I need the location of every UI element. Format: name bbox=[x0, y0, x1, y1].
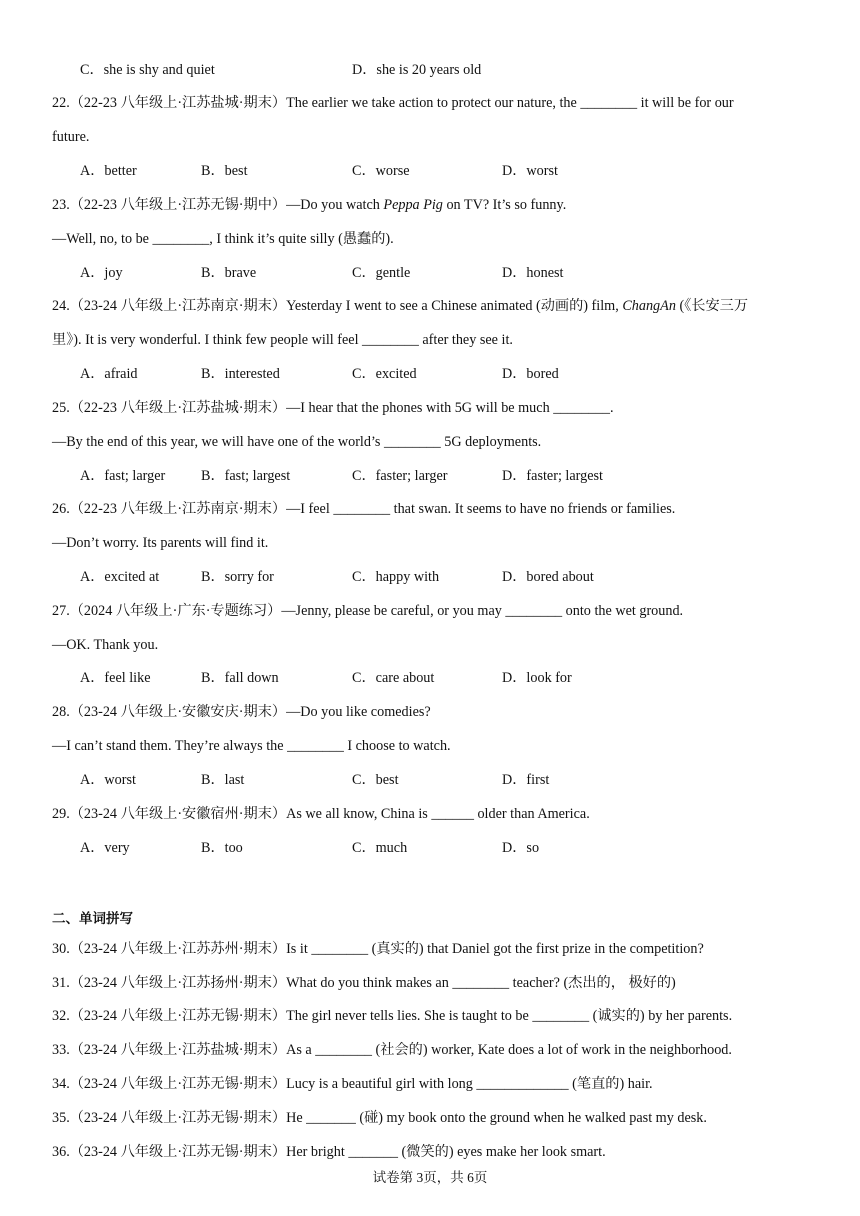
q23-option-b: B．brave bbox=[201, 265, 257, 281]
q32-post: (诚实的) by her parents. bbox=[589, 1008, 733, 1024]
q25-options bbox=[80, 466, 820, 486]
q23-stem bbox=[52, 195, 820, 215]
q27-reply: —OK. Thank you. bbox=[52, 637, 159, 653]
q25-option-d: D．faster; largest bbox=[502, 468, 603, 484]
q24-title-italic: ChangAn bbox=[622, 298, 676, 314]
q35-stem bbox=[52, 1108, 820, 1128]
q24-options bbox=[80, 364, 820, 384]
q23-title-italic: Peppa Pig bbox=[383, 197, 443, 213]
q26-option-c: C．happy with bbox=[352, 569, 440, 585]
q25-option-c: C．faster; larger bbox=[352, 468, 448, 484]
q24-option-c: C．excited bbox=[352, 366, 417, 382]
q28-option-b: B．last bbox=[201, 772, 245, 788]
q21-option-d: D．she is 20 years old bbox=[352, 62, 482, 78]
q27-option-b: B．fall down bbox=[201, 670, 279, 686]
q35-blank: _______ bbox=[306, 1110, 356, 1126]
q23-options bbox=[80, 263, 820, 283]
q26-stem: 26.（22-23 八年级上·江苏南京·期末）—I feel ________ that swan. It seems to have no friends or families. bbox=[52, 501, 676, 517]
q24-stem-post: (《长安三万 bbox=[675, 298, 749, 314]
q34-post: (笔直的) hair. bbox=[568, 1076, 653, 1092]
q31-stem bbox=[52, 973, 820, 993]
q27-option-c: C．care about bbox=[352, 670, 435, 686]
q36-pre: 36.（23-24 八年级上·江苏无锡·期末）Her bright bbox=[52, 1144, 349, 1160]
q29-option-d: D．so bbox=[502, 840, 540, 856]
q29-option-a: A．very bbox=[80, 840, 130, 856]
q24-stem bbox=[52, 296, 820, 316]
q30-blank: ________ bbox=[311, 941, 369, 957]
q25-option-b: B．fast; largest bbox=[201, 468, 291, 484]
q31-post: teacher? (杰出的， 极好的) bbox=[509, 975, 676, 991]
q28-option-a: A．worst bbox=[80, 772, 136, 788]
q27-option-d: D．look for bbox=[502, 670, 572, 686]
q28-stem: 28.（23-24 八年级上·安徽安庆·期末）—Do you like comedies? bbox=[52, 704, 431, 720]
q32-stem bbox=[52, 1006, 820, 1026]
q29-stem: 29.（23-24 八年级上·安徽宿州·期末）As we all know, China is ______ older than America. bbox=[52, 806, 590, 822]
q24-option-b: B．interested bbox=[201, 366, 280, 382]
section-title-spelling: 二、单词拼写 bbox=[52, 911, 133, 927]
q22-option-b: B．best bbox=[201, 163, 248, 179]
q23-reply: —Well, no, to be ________, I think it’s quite silly (愚蠢的). bbox=[52, 231, 394, 247]
q33-stem bbox=[52, 1040, 820, 1060]
q30-post: (真实的) that Daniel got the first prize in the competition? bbox=[368, 941, 704, 957]
q23-stem-pre: 23.（22-23 八年级上·江苏无锡·期中）—Do you watch bbox=[52, 197, 384, 213]
q23-option-a: A．joy bbox=[80, 265, 123, 281]
q36-post: (微笑的) eyes make her look smart. bbox=[398, 1144, 606, 1160]
q28-option-d: D．first bbox=[502, 772, 550, 788]
q24-option-a: A．afraid bbox=[80, 366, 138, 382]
q36-stem bbox=[52, 1142, 820, 1162]
q33-pre: 33.（23-24 八年级上·江苏盐城·期末）As a bbox=[52, 1042, 316, 1058]
q22-options bbox=[80, 161, 820, 181]
q23-stem-post: on TV? It’s so funny. bbox=[442, 197, 567, 213]
q24-option-d: D．bored bbox=[502, 366, 559, 382]
q22-stem: 22.（22-23 八年级上·江苏盐城·期末）The earlier we take action to protect our nature, the ________ it will be for our bbox=[52, 95, 734, 111]
q33-blank: ________ bbox=[315, 1042, 372, 1058]
q29-option-b: B．too bbox=[201, 840, 243, 856]
q24-stem-cont: 里》). It is very wonderful. I think few people will feel ________ after they see it. bbox=[52, 332, 513, 348]
q27-options bbox=[80, 668, 820, 688]
q22-stem-cont: future. bbox=[52, 129, 90, 145]
q23-option-c: C．gentle bbox=[352, 265, 411, 281]
q30-pre: 30.（23-24 八年级上·江苏苏州·期末）Is it bbox=[52, 941, 312, 957]
q26-option-b: B．sorry for bbox=[201, 569, 274, 585]
q30-stem bbox=[52, 939, 820, 959]
q35-pre: 35.（23-24 八年级上·江苏无锡·期末）He bbox=[52, 1110, 307, 1126]
q34-pre: 34.（23-24 八年级上·江苏无锡·期末）Lucy is a beautiful girl with long bbox=[52, 1076, 477, 1092]
page-footer: 试卷第 3页，共 6页 bbox=[372, 1170, 488, 1185]
q22-option-a: A．better bbox=[80, 163, 137, 179]
q33-post: (社会的) worker, Kate does a lot of work in the neighborhood. bbox=[372, 1042, 732, 1058]
q29-options bbox=[80, 838, 820, 858]
q32-pre: 32.（23-24 八年级上·江苏无锡·期末）The girl never tells lies. She is taught to be bbox=[52, 1008, 533, 1024]
q28-option-c: C．best bbox=[352, 772, 399, 788]
q31-pre: 31.（23-24 八年级上·江苏扬州·期末）What do you think makes an bbox=[52, 975, 453, 991]
q26-reply: —Don’t worry. Its parents will find it. bbox=[52, 535, 269, 551]
q21-options bbox=[80, 60, 820, 80]
q36-blank: _______ bbox=[348, 1144, 398, 1160]
q25-stem: 25.（22-23 八年级上·江苏盐城·期末）—I hear that the phones with 5G will be much ________. bbox=[52, 400, 614, 416]
q21-option-c: C．she is shy and quiet bbox=[80, 62, 215, 78]
q35-post: (碰) my book onto the ground when he walked past my desk. bbox=[355, 1110, 707, 1126]
q28-options bbox=[80, 770, 820, 790]
q25-option-a: A．fast; larger bbox=[80, 468, 166, 484]
q26-options bbox=[80, 567, 820, 587]
q34-blank: _____________ bbox=[476, 1076, 569, 1092]
q27-stem: 27.（2024 八年级上·广东·专题练习）—Jenny, please be careful, or you may ________ onto the wet ground. bbox=[52, 603, 684, 619]
q28-reply: —I can’t stand them. They’re always the ________ I choose to watch. bbox=[52, 738, 451, 754]
q22-option-d: D．worst bbox=[502, 163, 558, 179]
q29-option-c: C．much bbox=[352, 840, 408, 856]
q22-option-c: C．worse bbox=[352, 163, 410, 179]
q26-option-d: D．bored about bbox=[502, 569, 594, 585]
q27-option-a: A．feel like bbox=[80, 670, 151, 686]
q26-option-a: A．excited at bbox=[80, 569, 160, 585]
q24-stem-pre: 24.（23-24 八年级上·江苏南京·期末）Yesterday I went to see a Chinese animated (动画的) film, bbox=[52, 298, 623, 314]
q31-blank: ________ bbox=[452, 975, 510, 991]
q34-stem bbox=[52, 1074, 820, 1094]
q23-option-d: D．honest bbox=[502, 265, 564, 281]
q32-blank: ________ bbox=[532, 1008, 590, 1024]
q25-reply: —By the end of this year, we will have one of the world’s ________ 5G deployments. bbox=[52, 434, 542, 450]
